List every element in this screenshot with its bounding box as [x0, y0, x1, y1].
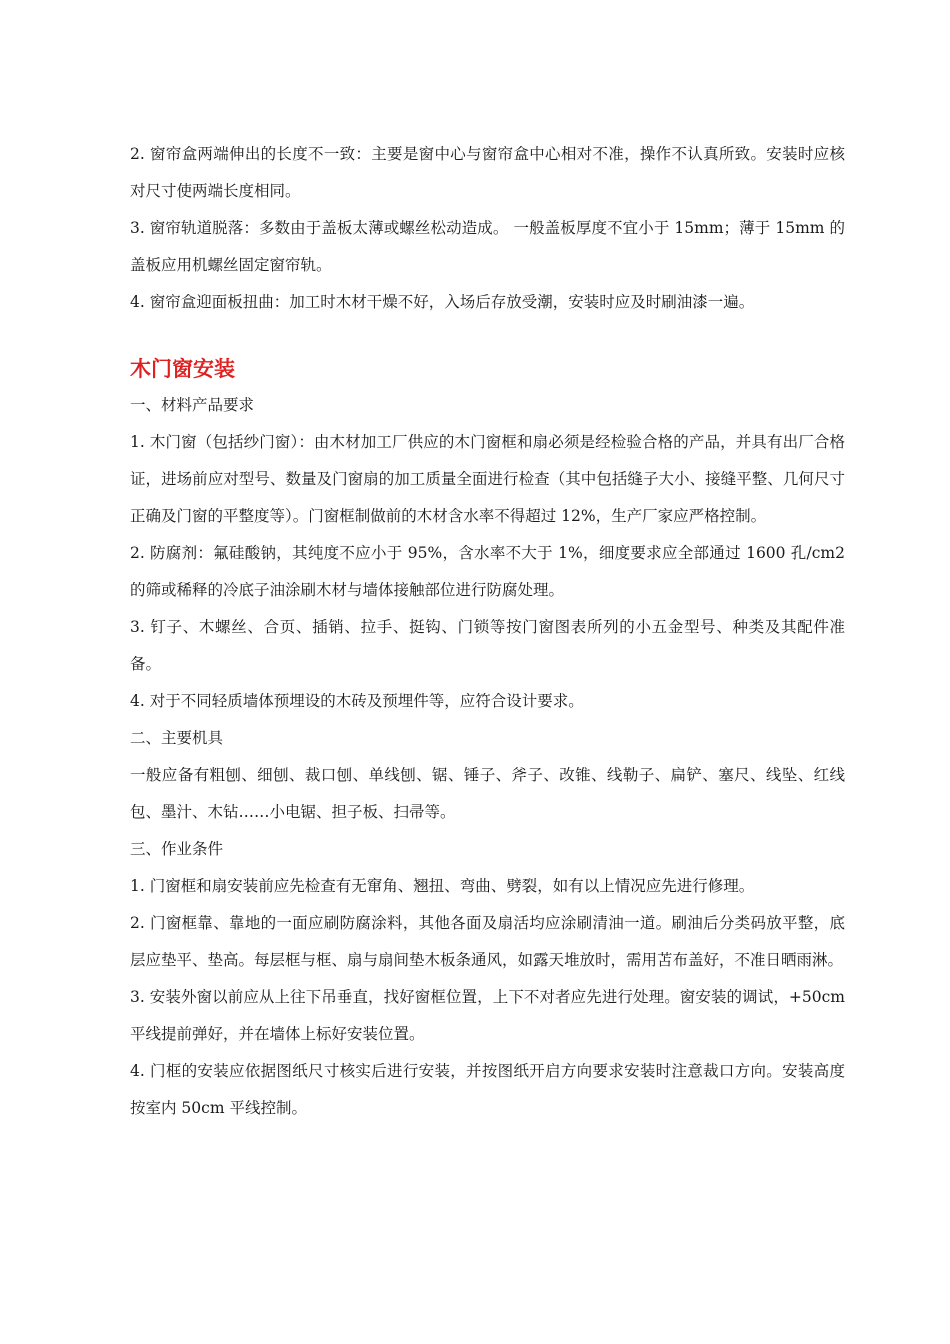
section3-item-2: 2. 门窗框靠、靠地的一面应刷防腐涂料，其他各面及扇活均应涂刷清油一道。刷油后分类码放平整，底层应垫平、垫高。每层框与框、扇与扇间垫木板条通风，如露天堆放时，需用苫布盖好，不准日晒雨淋。: [130, 914, 845, 969]
intro-paragraph-3: 3. 窗帘轨道脱落：多数由于盖板太薄或螺丝松动造成。 一般盖板厚度不宜小于 15mm；薄于 15mm 的盖板应用机螺丝固定窗帘轨。: [130, 219, 845, 274]
section1-item-2: 2. 防腐剂：氟硅酸钠，其纯度不应小于 95%，含水率不大于 1%，细度要求应全部通过 1600 孔/cm2 的筛或稀释的冷底子油涂刷木材与墙体接触部位进行防腐处理。: [130, 544, 845, 599]
section2-title: 二、主要机具: [130, 729, 224, 747]
document-page: [130, 136, 845, 1127]
section3-item-4: 4. 门框的安装应依据图纸尺寸核实后进行安装，并按图纸开启方向要求安装时注意裁口方向。安装高度按室内 50cm 平线控制。: [130, 1062, 845, 1117]
section-heading: 木门窗安装: [130, 357, 235, 381]
section3-title: 三、作业条件: [130, 840, 224, 858]
section1-item-1: 1. 木门窗（包括纱门窗）：由木材加工厂供应的木门窗框和扇必须是经检验合格的产品，并具有出厂合格证，进场前应对型号、数量及门窗扇的加工质量全面进行检查（其中包括缝子大小、接缝平整、几何尺寸正确及门窗的平整度等）。门窗框制做前的木材含水率不得超过 12%，生产厂家应严格控制。: [130, 433, 845, 525]
section1-title: 一、材料产品要求: [130, 396, 255, 414]
intro-paragraph-2: 2. 窗帘盒两端伸出的长度不一致：主要是窗中心与窗帘盒中心相对不准，操作不认真所致。安装时应核对尺寸使两端长度相同。: [130, 145, 845, 200]
section1-item-3: 3. 钉子、木螺丝、合页、插销、拉手、挺钩、门锁等按门窗图表所列的小五金型号、种类及其配件准备。: [130, 618, 845, 673]
intro-paragraph-4: 4. 窗帘盒迎面板扭曲：加工时木材干燥不好，入场后存放受潮，安装时应及时刷油漆一遍。: [130, 293, 755, 311]
section3-item-1: 1. 门窗框和扇安装前应先检查有无窜角、翘扭、弯曲、劈裂，如有以上情况应先进行修理。: [130, 877, 755, 895]
section1-item-4: 4. 对于不同轻质墙体预埋设的木砖及预埋件等，应符合设计要求。: [130, 692, 584, 710]
section2-item-1: 一般应备有粗刨、细刨、裁口刨、单线刨、锯、锤子、斧子、改锥、线勒子、扁铲、塞尺、线坠、红线包、墨汁、木钻……小电锯、担子板、扫帚等。: [130, 766, 845, 821]
section3-item-3: 3. 安装外窗以前应从上往下吊垂直，找好窗框位置，上下不对者应先进行处理。窗安装的调试，+50cm 平线提前弹好，并在墙体上标好安装位置。: [130, 988, 845, 1043]
